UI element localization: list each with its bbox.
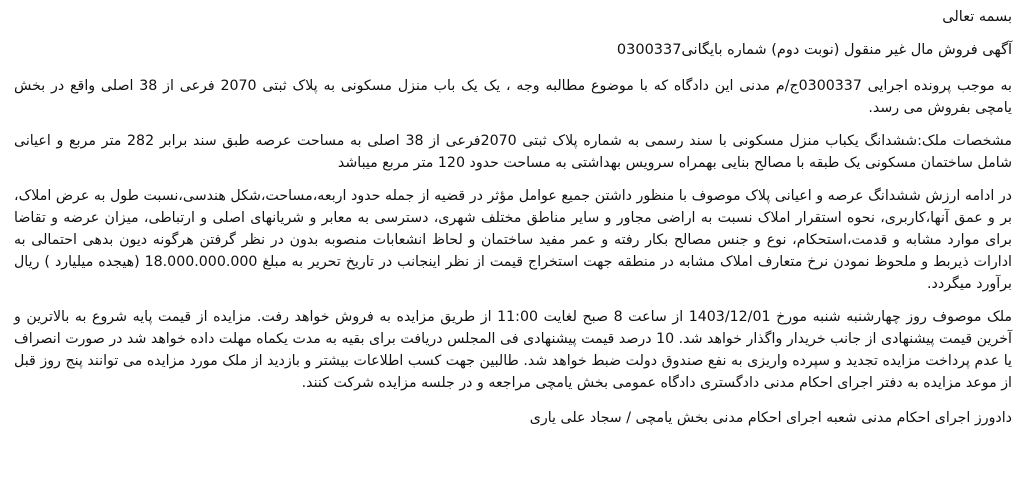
notice-title: آگهی فروش مال غیر منقول (نوبت دوم) شماره بایگانی0300337: [616, 42, 1012, 58]
auction-terms-paragraph: ملک موصوف روز چهارشنبه شنبه مورخ 1403/12/01 از ساعت 8 صبح لغایت 11:00 از طریق مزایده به فروش خواهد رفت. مزایده از قیمت پایه شروع به بالاترین و آخرین قیمت پیشنهادی از جانب خریدار واگذار خواهد شد. 10 درصد قیمت پیشنهادی فی المجلس دریافت برای بقیه به مدت یکماه مهلت داده خواهد شد در صورت انصراف یا عدم پرداخت مزایده تجدید و سپرده واریزی به نفع صندوق دولت ضبط خواهد شد. طالبین جهت کسب اطلاعات بیشتر و بازدید از ملک مورد مزایده می توانند پنج روز قبل از موعد مزایده به دفتر اجرای احکام مدنی دادگستری دادگاه عمومی بخش یامچی مراجعه و در جلسه مزایده شرکت کنند.: [14, 309, 1013, 391]
valuation-paragraph: در ادامه ارزش ششدانگ عرصه و اعیانی پلاک موصوف با منظور داشتن جمیع عوامل مؤثر در قضیه از جمله حدود اربعه،مساحت،شکل هندسی،نسبت طول به عرض املاک، بر و عمق آنها،کاربری، نحوه استقرار املاک نسبت به اراضی مجاور و سایر مناطق مختلف شهری، دسترسی به معابر و شریانهای اصلی و ارتباطی، میزان عرضه و تقاضا برای موارد مشابه و قدمت،استحکام، نوع و جنس مصالح بکار رفته و عمر مفید ساختمان و لحاظ انشعابات منصوبه بدون در نظر گرفتن هرگونه دیون بدهی احتمالی به ادارات ذیربط و ملحوظ نمودن نرخ متعارف املاک مشابه در منطقه جهت استخراج قیمت از نظر اینجانب در تاریخ تحریر به مبلغ 18.000.000.000 (هیجده میلیارد ) ریال برآورد میگردد.: [14, 188, 1012, 292]
property-specs-paragraph: مشخصات ملک:ششدانگ یکباب منزل مسکونی با سند رسمی به شماره پلاک ثبتی 2070فرعی از 38 اصلی به مساحت عرصه طبق سند برابر 282 متر مربع و اعیانی شامل ساختمان مسکونی یک طبقه با مصالح بنایی بهمراه سرویس بهداشتی به مساحت حدود 120 متر مربع میباشد: [14, 133, 1012, 171]
signature-line: دادورز اجرای احکام مدنی شعبه اجرای احکام مدنی بخش یامچی / سجاد علی یاری: [529, 410, 1012, 426]
case-paragraph: به موجب پرونده اجرایی 0300337ج/م مدنی این دادگاه که با موضوع مطالبه وجه ، یک یک باب منزل مسکونی به پلاک ثبتی 2070 فرعی از 38 اصلی واقع در بخش یامچی بفروش می رسد.: [14, 78, 1012, 116]
invocation-heading: بسمه تعالی: [942, 9, 1012, 25]
